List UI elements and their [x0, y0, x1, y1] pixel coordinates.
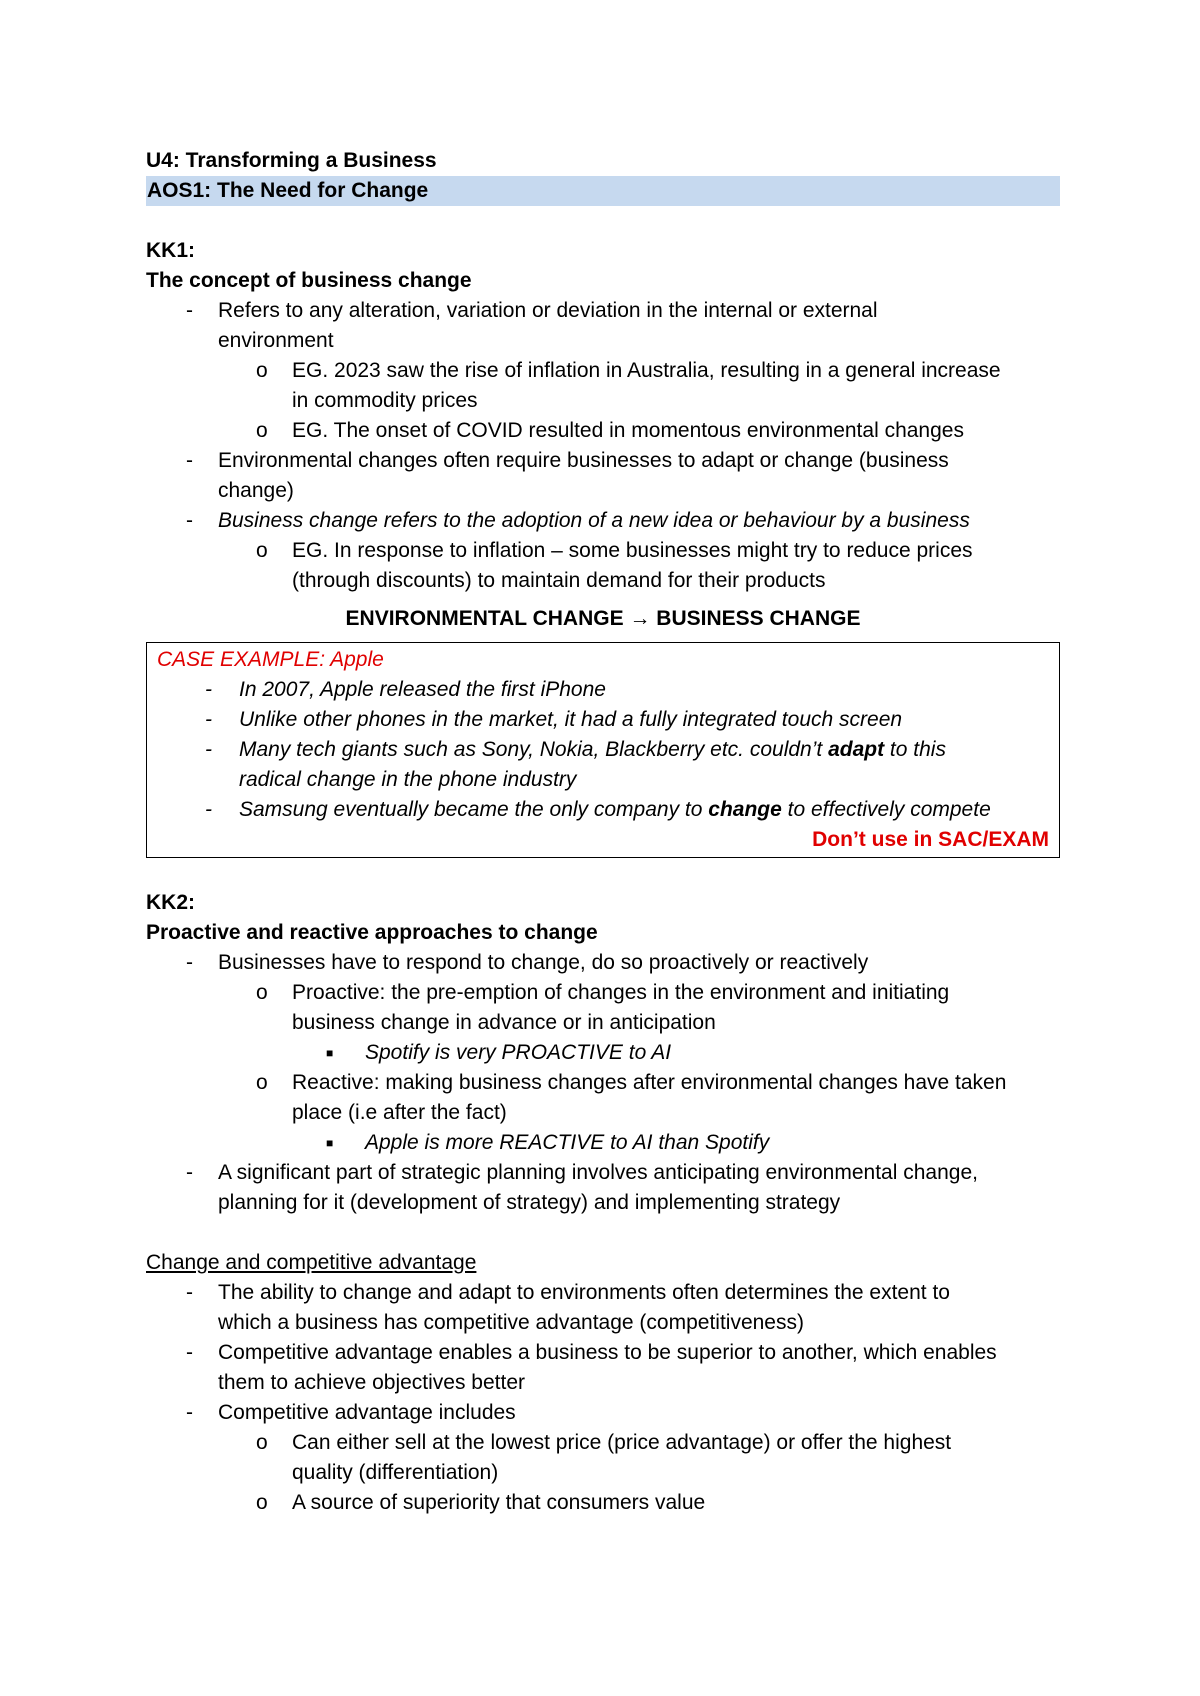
- dash-bullet: -: [205, 708, 212, 731]
- list-item: [146, 1278, 1060, 1338]
- item-text: Business change refers to the adoption of a new idea or behaviour by a business: [218, 509, 970, 532]
- item-text: planning for it (development of strategy) and implementing strategy: [218, 1191, 841, 1214]
- circle-bullet: o: [256, 1431, 268, 1454]
- list-item: [146, 416, 1060, 446]
- emphasis-change: change: [708, 798, 782, 821]
- list-item: [146, 1038, 1060, 1068]
- list-item: [146, 948, 1060, 978]
- list-item: [157, 735, 1049, 795]
- circle-bullet: o: [256, 359, 268, 382]
- list-item: [146, 506, 1060, 536]
- dash-bullet: -: [205, 678, 212, 701]
- dash-bullet: -: [186, 951, 193, 974]
- item-text: Refers to any alteration, variation or deviation in the internal or external: [218, 299, 878, 322]
- dash-bullet: -: [205, 798, 212, 821]
- aos-heading: AOS1: The Need for Change: [146, 176, 1060, 206]
- item-text: In 2007, Apple released the first iPhone: [239, 678, 606, 701]
- list-item: [146, 1068, 1060, 1128]
- case-title: CASE EXAMPLE: Apple: [157, 648, 384, 671]
- item-text: EG. In response to inflation – some businesses might try to reduce prices: [292, 539, 973, 562]
- change-flow-heading: [146, 604, 1060, 634]
- item-text: Apple is more REACTIVE to AI than Spotify: [365, 1131, 770, 1154]
- document-page: [146, 146, 1060, 1518]
- case-example-box: [146, 642, 1060, 858]
- item-text: Spotify is very PROACTIVE to AI: [365, 1041, 672, 1064]
- item-text: Reactive: making business changes after environmental changes have taken: [292, 1071, 1007, 1094]
- list-item: [146, 536, 1060, 596]
- item-text: change): [218, 479, 294, 502]
- environmental-change-label: ENVIRONMENTAL CHANGE: [345, 607, 624, 630]
- list-item: [146, 1338, 1060, 1398]
- text-segment: Many tech giants such as Sony, Nokia, Blackberry etc. couldn’t: [239, 738, 829, 761]
- list-item: [146, 356, 1060, 416]
- competitive-advantage-heading: Change and competitive advantage: [146, 1251, 477, 1274]
- dash-bullet: -: [186, 1341, 193, 1364]
- list-item: [146, 296, 1060, 356]
- list-item: [146, 1128, 1060, 1158]
- item-text: radical change in the phone industry: [239, 768, 577, 791]
- spacer: [146, 1218, 1060, 1248]
- list-item: [146, 1158, 1060, 1218]
- item-text: them to achieve objectives better: [218, 1371, 526, 1394]
- item-text: quality (differentiation): [292, 1461, 499, 1484]
- business-change-label: BUSINESS CHANGE: [656, 607, 861, 630]
- item-text: Businesses have to respond to change, do so proactively or reactively: [218, 951, 869, 974]
- item-text: Can either sell at the lowest price (price advantage) or offer the highest: [292, 1431, 952, 1454]
- spacer: [146, 858, 1060, 888]
- circle-bullet: o: [256, 981, 268, 1004]
- item-text: [239, 735, 1049, 765]
- item-text: in commodity prices: [292, 389, 478, 412]
- dash-bullet: -: [186, 1401, 193, 1424]
- circle-bullet: o: [256, 1491, 268, 1514]
- item-text: EG. 2023 saw the rise of inflation in Australia, resulting in a general increase: [292, 359, 1001, 382]
- kk1-heading: The concept of business change: [146, 269, 472, 292]
- item-text: which a business has competitive advantage (competitiveness): [218, 1311, 804, 1334]
- emphasis-adapt: adapt: [828, 738, 885, 761]
- list-item: [157, 705, 1049, 735]
- unit-title: U4: Transforming a Business: [146, 149, 437, 172]
- text-segment: Samsung eventually became the only company to: [239, 798, 709, 821]
- dash-bullet: -: [186, 449, 193, 472]
- exam-warning: Don’t use in SAC/EXAM: [812, 828, 1049, 851]
- dash-bullet: -: [186, 1161, 193, 1184]
- circle-bullet: o: [256, 1071, 268, 1094]
- text-segment: to this: [884, 738, 946, 761]
- kk1-label: KK1:: [146, 239, 196, 262]
- item-text: Competitive advantage enables a business to be superior to another, which enables: [218, 1341, 997, 1364]
- item-text: environment: [218, 329, 334, 352]
- dash-bullet: -: [186, 1281, 193, 1304]
- list-item: [146, 1428, 1060, 1488]
- item-text: EG. The onset of COVID resulted in momentous environmental changes: [292, 419, 964, 442]
- item-text: (through discounts) to maintain demand for their products: [292, 569, 826, 592]
- circle-bullet: o: [256, 419, 268, 442]
- item-text: Proactive: the pre-emption of changes in the environment and initiating: [292, 981, 950, 1004]
- item-text: A source of superiority that consumers value: [292, 1491, 706, 1514]
- dash-bullet: -: [205, 738, 212, 761]
- list-item: [146, 1488, 1060, 1518]
- square-bullet: ■: [326, 1136, 334, 1150]
- item-text: business change in advance or in anticipation: [292, 1011, 716, 1034]
- list-item: [157, 675, 1049, 705]
- spacer: [146, 206, 1060, 236]
- item-text: [239, 795, 1049, 825]
- square-bullet: ■: [326, 1046, 334, 1060]
- list-item: [146, 1398, 1060, 1428]
- right-arrow-icon: →: [629, 607, 651, 630]
- item-text: Competitive advantage includes: [218, 1401, 516, 1424]
- dash-bullet: -: [186, 509, 193, 532]
- circle-bullet: o: [256, 539, 268, 562]
- item-text: A significant part of strategic planning involves anticipating environmental change,: [218, 1161, 978, 1184]
- kk2-label: KK2:: [146, 891, 196, 914]
- list-item: [157, 795, 1049, 825]
- list-item: [146, 978, 1060, 1038]
- item-text: The ability to change and adapt to environments often determines the extent to: [218, 1281, 950, 1304]
- item-text: place (i.e after the fact): [292, 1101, 507, 1124]
- item-text: Environmental changes often require businesses to adapt or change (business: [218, 449, 949, 472]
- dash-bullet: -: [186, 299, 193, 322]
- kk2-heading: Proactive and reactive approaches to change: [146, 921, 598, 944]
- list-item: [146, 446, 1060, 506]
- text-segment: to effectively compete: [781, 798, 991, 821]
- item-text: Unlike other phones in the market, it had a fully integrated touch screen: [239, 708, 903, 731]
